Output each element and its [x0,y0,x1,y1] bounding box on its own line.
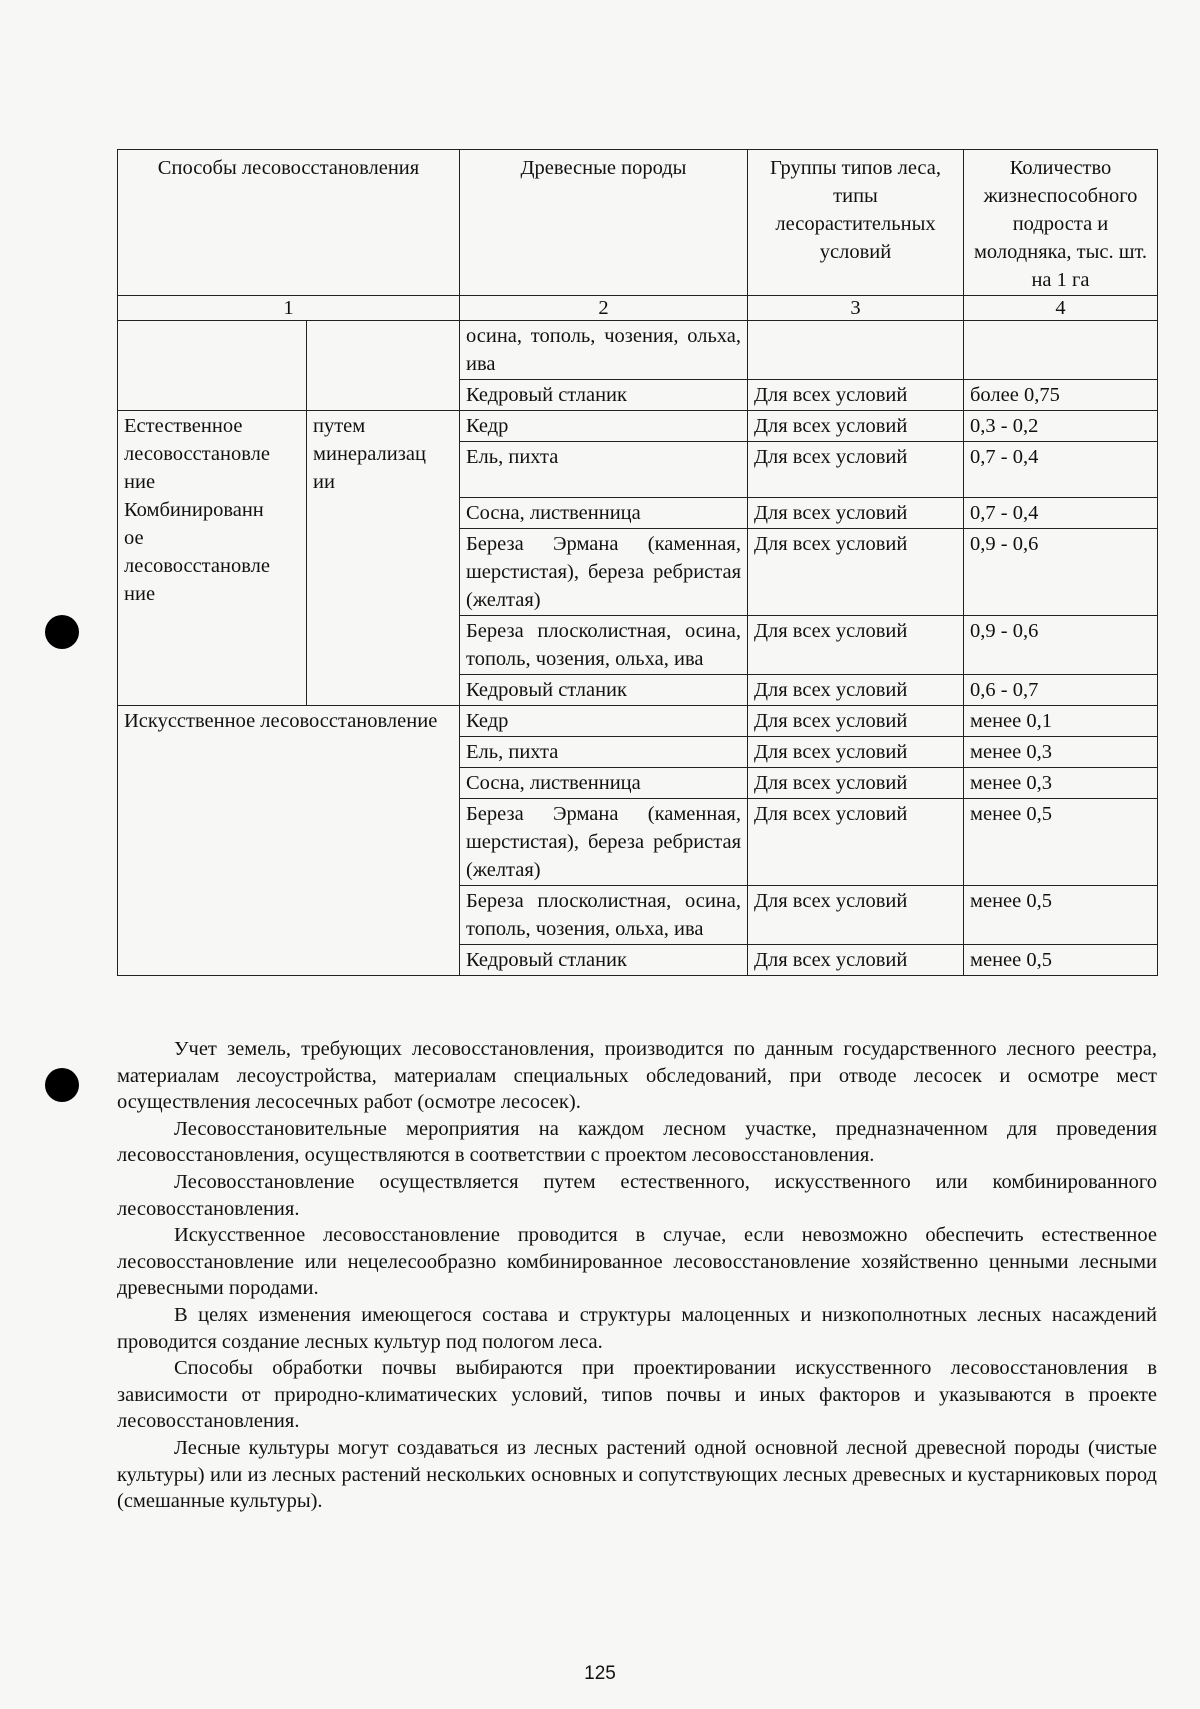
column-number: 2 [460,296,748,321]
amount-cell: менее 0,5 [964,945,1158,976]
body-text [117,1036,1157,1515]
table-row [118,411,1158,442]
table-row [118,321,1158,380]
species-cell: Береза плосколистная, осина, тополь, чозения, ольха, ива [460,616,748,675]
submethod-cell-empty [307,321,460,411]
conditions-cell: Для всех условий [748,945,964,976]
species-cell: Кедр [460,706,748,737]
paragraph: В целях изменения имеющегося состава и структуры малоценных и низкополнотных лесных насаждений проводится создание лесных культур под пологом леса. [117,1303,1157,1353]
conditions-cell: Для всех условий [748,498,964,529]
species-cell: Кедровый стланик [460,675,748,706]
method-cell: Естественное лесовосстановле ние Комбинированн ое лесовосстановле ние [118,411,307,706]
conditions-cell: Для всех условий [748,442,964,498]
paragraph: Искусственное лесовосстановление проводится в случае, если невозможно обеспечить естественное лесовосстановление или нецелесообразно комбинированное лесовосстановление хозяйственно ценными лесными древесными породами. [117,1224,1157,1300]
paragraph: Лесовосстановительные мероприятия на каждом лесном участке, предназначенном для проведения лесовосстановления, осуществляются в соответствии с проектом лесовосстановления. [117,1117,1157,1167]
paragraph: Учет земель, требующих лесовосстановления, производится по данным государственного лесного реестра, материалам лесоустройства, материалам специальных обследований, при отводе лесосек и осмотре мест осуществления лесосечных работ (осмотре лесосек). [117,1038,1157,1114]
conditions-cell: Для всех условий [748,411,964,442]
header-methods: Способы лесовосстановления [118,150,460,296]
header-conditions: Группы типов леса, типы лесорастительных условий [748,150,964,296]
amount-cell: менее 0,1 [964,706,1158,737]
amount-cell: менее 0,3 [964,768,1158,799]
species-cell: Береза Эрмана (каменная, шерстистая), береза ребристая (желтая) [460,529,748,616]
header-amount: Количество жизнеспособного подроста и молодняка, тыс. шт. на 1 га [964,150,1158,296]
method-cell: Искусственное лесовосстановление [118,706,460,976]
amount-cell: менее 0,5 [964,886,1158,945]
paragraph: Способы обработки почвы выбираются при проектировании искусственного лесовосстановления в зависимости от природно-климатических условий, типов почвы и иных факторов и указываются в проекте лесовосстановления. [117,1357,1157,1433]
species-cell: Береза Эрмана (каменная, шерстистая), береза ребристая (желтая) [460,799,748,886]
conditions-cell: Для всех условий [748,529,964,616]
species-cell: Кедр [460,411,748,442]
amount-cell: 0,7 - 0,4 [964,498,1158,529]
reforestation-table [117,149,1158,976]
conditions-cell: Для всех условий [748,737,964,768]
table-row [118,706,1158,737]
conditions-cell: Для всех условий [748,799,964,886]
method-cell-empty [118,321,307,411]
species-cell: Сосна, лиственница [460,498,748,529]
conditions-cell: Для всех условий [748,616,964,675]
species-cell: Сосна, лиственница [460,768,748,799]
page-number: 125 [584,1663,616,1684]
paragraph: Лесовосстановление осуществляется путем естественного, искусственного или комбинированного лесовосстановления. [117,1170,1157,1220]
amount-cell: 0,6 - 0,7 [964,675,1158,706]
species-cell: Ель, пихта [460,442,748,498]
amount-cell [964,321,1158,380]
submethod-cell: путем минерализац ии [307,411,460,706]
header-species: Древесные породы [460,150,748,296]
species-cell: Ель, пихта [460,737,748,768]
species-cell: осина, тополь, чозения, ольха, ива [460,321,748,380]
column-number-row [118,296,1158,321]
conditions-cell: Для всех условий [748,768,964,799]
amount-cell: 0,7 - 0,4 [964,442,1158,498]
conditions-cell: Для всех условий [748,886,964,945]
table-header-row [118,150,1158,296]
conditions-cell: Для всех условий [748,706,964,737]
conditions-cell: Для всех условий [748,675,964,706]
binder-hole-icon [45,1068,79,1102]
species-cell: Кедровый стланик [460,945,748,976]
amount-cell: менее 0,3 [964,737,1158,768]
column-number: 3 [748,296,964,321]
species-cell: Береза плосколистная, осина, тополь, чозения, ольха, ива [460,886,748,945]
amount-cell: 0,3 - 0,2 [964,411,1158,442]
paragraph: Лесные культуры могут создаваться из лесных растений одной основной лесной древесной породы (чистые культуры) или из лесных растений нескольких основных и сопутствующих лесных древесных и кустарниковых пород (смешанные культуры). [117,1436,1157,1513]
amount-cell: 0,9 - 0,6 [964,529,1158,616]
conditions-cell [748,321,964,380]
conditions-cell: Для всех условий [748,380,964,411]
amount-cell: 0,9 - 0,6 [964,616,1158,675]
column-number: 1 [118,296,460,321]
binder-hole-icon [45,615,79,649]
amount-cell: более 0,75 [964,380,1158,411]
species-cell: Кедровый стланик [460,380,748,411]
amount-cell: менее 0,5 [964,799,1158,886]
column-number: 4 [964,296,1158,321]
